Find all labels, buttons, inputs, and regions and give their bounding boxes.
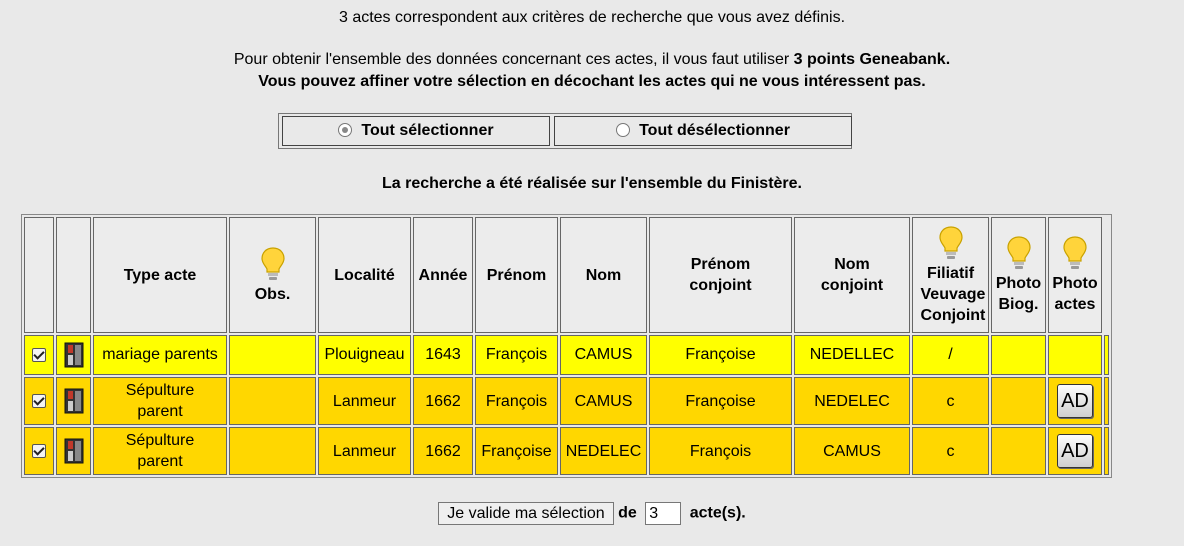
header-obs [229, 217, 316, 333]
table-row [24, 335, 1109, 375]
points-required: 3 points Geneabank. [793, 51, 951, 68]
cell-obs [229, 335, 316, 375]
record-book-icon[interactable] [64, 438, 84, 464]
header-prenom: Prénom [475, 217, 558, 333]
cell-photo-actes [1048, 427, 1102, 475]
record-book-icon[interactable] [64, 388, 84, 414]
header-filiatif-label: Filiatif Veuvage Conjoint [920, 264, 986, 324]
table-row [24, 377, 1109, 425]
lightbulb-icon [1006, 235, 1032, 271]
count-prefix: de [618, 504, 637, 522]
lightbulb-icon [938, 225, 964, 261]
header-type: Type acte [93, 217, 227, 333]
cell-filiatif: / [912, 335, 989, 375]
selection-toggle-box [278, 113, 852, 149]
cell-prenom-conjoint: Françoise [649, 335, 792, 375]
cell-photo-actes [1048, 335, 1102, 375]
deselect-all-label: Tout désélectionner [639, 122, 790, 139]
cell-type: mariage parents [93, 335, 227, 375]
cell-nom: CAMUS [560, 377, 647, 425]
cell-nom: CAMUS [560, 335, 647, 375]
header-filiatif [912, 217, 989, 333]
cell-filiatif: c [912, 427, 989, 475]
cell-type: Sépulture parent [93, 377, 227, 425]
acts-count-field[interactable] [645, 502, 681, 525]
cell-edge [1104, 377, 1109, 425]
header-icon-col [56, 217, 91, 333]
cell-prenom-conjoint: François [649, 427, 792, 475]
cell-nom-conjoint: NEDELEC [794, 377, 910, 425]
header-nom-conjoint: Nom conjoint [794, 217, 910, 333]
cell-photo-actes [1048, 377, 1102, 425]
cell-filiatif: c [912, 377, 989, 425]
cell-localite: Plouigneau [318, 335, 411, 375]
header-obs-label: Obs. [254, 285, 291, 303]
select-all-label: Tout sélectionner [361, 122, 494, 139]
refine-instructions: Vous pouvez affiner votre sélection en décochant les actes qui ne vous intéressent pas. [258, 73, 926, 90]
cell-obs [229, 377, 316, 425]
cell-nom-conjoint: NEDELLEC [794, 335, 910, 375]
cell-edge [1104, 335, 1109, 375]
cell-edge [1104, 427, 1109, 475]
header-edge [1104, 217, 1109, 333]
select-all-radio[interactable] [338, 123, 352, 137]
row-checkbox[interactable] [32, 348, 46, 362]
record-book-icon[interactable] [64, 342, 84, 368]
cell-annee: 1662 [413, 377, 473, 425]
row-icon-cell[interactable] [56, 427, 91, 475]
header-localite: Localité [318, 217, 411, 333]
cell-localite: Lanmeur [318, 427, 411, 475]
header-photo-biog-label: Photo Biog. [995, 275, 1042, 313]
search-scope-text: La recherche a été réalisée sur l'ensemble du Finistère. [382, 175, 802, 192]
count-suffix: acte(s). [689, 504, 746, 522]
points-info-prefix: Pour obtenir l'ensemble des données concernant ces actes, il vous faut utiliser [233, 51, 794, 68]
cell-annee: 1643 [413, 335, 473, 375]
results-table [21, 214, 1112, 478]
row-checkbox-cell[interactable] [24, 427, 54, 475]
cell-nom-conjoint: CAMUS [794, 427, 910, 475]
cell-nom: NEDELEC [560, 427, 647, 475]
cell-prenom: François [475, 335, 558, 375]
row-checkbox[interactable] [32, 394, 46, 408]
header-prenom-conjoint: Prénom conjoint [649, 217, 792, 333]
header-photo-actes [1048, 217, 1102, 333]
select-all-option[interactable] [282, 116, 550, 146]
lightbulb-icon [260, 246, 286, 282]
cell-prenom: François [475, 377, 558, 425]
cell-localite: Lanmeur [318, 377, 411, 425]
deselect-all-option[interactable] [554, 116, 852, 146]
cell-obs [229, 427, 316, 475]
cell-photo-biog [991, 335, 1046, 375]
table-header-row [24, 217, 1109, 333]
archive-photo-button[interactable]: AD [1057, 434, 1093, 468]
header-annee: Année [413, 217, 473, 333]
header-checkbox-col [24, 217, 54, 333]
header-photo-actes-label: Photo actes [1052, 275, 1098, 313]
cell-photo-biog [991, 427, 1046, 475]
archive-photo-button[interactable]: AD [1057, 384, 1093, 418]
points-info-text [0, 51, 1184, 69]
results-count-text: 3 actes correspondent aux critères de recherche que vous avez définis. [338, 9, 846, 26]
validation-bar [0, 502, 1184, 525]
lightbulb-icon [1062, 235, 1088, 271]
row-checkbox[interactable] [32, 444, 46, 458]
row-icon-cell[interactable] [56, 335, 91, 375]
cell-annee: 1662 [413, 427, 473, 475]
cell-type: Sépulture parent [93, 427, 227, 475]
table-row [24, 427, 1109, 475]
deselect-all-radio[interactable] [616, 123, 630, 137]
cell-prenom: Françoise [475, 427, 558, 475]
row-icon-cell[interactable] [56, 377, 91, 425]
validate-selection-button[interactable]: Je valide ma sélection [438, 502, 613, 525]
cell-photo-biog [991, 377, 1046, 425]
header-photo-biog [991, 217, 1046, 333]
row-checkbox-cell[interactable] [24, 335, 54, 375]
row-checkbox-cell[interactable] [24, 377, 54, 425]
cell-prenom-conjoint: Françoise [649, 377, 792, 425]
header-nom: Nom [560, 217, 647, 333]
